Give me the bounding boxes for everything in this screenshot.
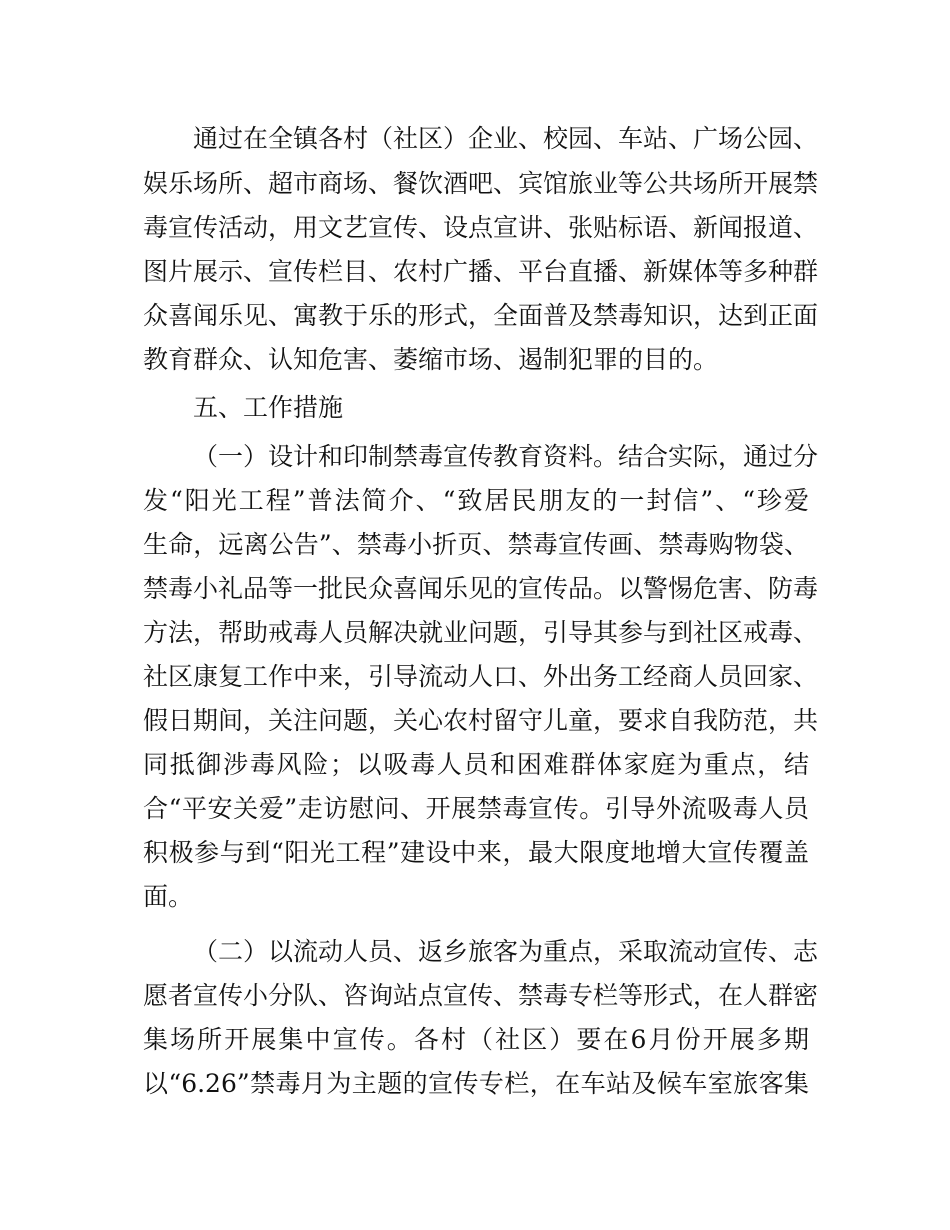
paragraph-line: 通过在全镇各村（社区）企业、校园、车站、广场公园、 <box>193 124 819 153</box>
paragraph-line: 假日期间，关注问题，关心农村留守儿童，要求自我防范，共 <box>143 706 819 735</box>
paragraph-line: （一）设计和印制禁毒宣传教育资料。结合实际，通过分 <box>193 442 819 471</box>
paragraph-line: 教育群众、认知危害、萎缩市场、遏制犯罪的目的。 <box>143 345 719 374</box>
paragraph-line: 面。 <box>143 882 194 911</box>
paragraph-line: 合“平安关爱”走访慰问、开展禁毒宣传。引导外流吸毒人员 <box>143 794 809 823</box>
paragraph-line: 同抵御涉毒风险；以吸毒人员和困难群体家庭为重点，结 <box>143 750 809 779</box>
paragraph-line: 方法，帮助戒毒人员解决就业问题，引导其参与到社区戒毒、 <box>143 618 819 647</box>
paragraph-line: （二）以流动人员、返乡旅客为重点，采取流动宣传、志 <box>193 937 819 966</box>
paragraph-line: 图片展示、宣传栏目、农村广播、平台直播、新媒体等多种群 <box>143 257 819 286</box>
paragraph-line: 发“阳光工程”普法简介、“致居民朋友的一封信”、“珍爱 <box>143 486 809 515</box>
paragraph-line: 积极参与到“阳光工程”建设中来，最大限度地增大宣传覆盖 <box>143 838 809 867</box>
paragraph-line: 集场所开展集中宣传。各村（社区）要在6月份开展多期 <box>143 1025 809 1054</box>
section-heading: 五、工作措施 <box>193 393 344 422</box>
paragraph-line: 生命，远离公告”、禁毒小折页、禁毒宣传画、禁毒购物袋、 <box>143 530 809 559</box>
paragraph-line: 娱乐场所、超市商场、餐饮酒吧、宾馆旅业等公共场所开展禁 <box>143 169 819 198</box>
paragraph-line: 毒宣传活动，用文艺宣传、设点宣讲、张贴标语、新闻报道、 <box>143 213 819 242</box>
paragraph-line: 禁毒小礼品等一批民众喜闻乐见的宣传品。以警惕危害、防毒 <box>143 574 819 603</box>
paragraph-line: 以“6.26”禁毒月为主题的宣传专栏，在车站及候车室旅客集 <box>143 1069 809 1098</box>
paragraph-line: 愿者宣传小分队、咨询站点宣传、禁毒专栏等形式，在人群密 <box>143 981 819 1010</box>
paragraph-line: 众喜闻乐见、寓教于乐的形式，全面普及禁毒知识，达到正面 <box>143 301 819 330</box>
paragraph-line: 社区康复工作中来，引导流动人口、外出务工经商人员回家、 <box>143 662 819 691</box>
